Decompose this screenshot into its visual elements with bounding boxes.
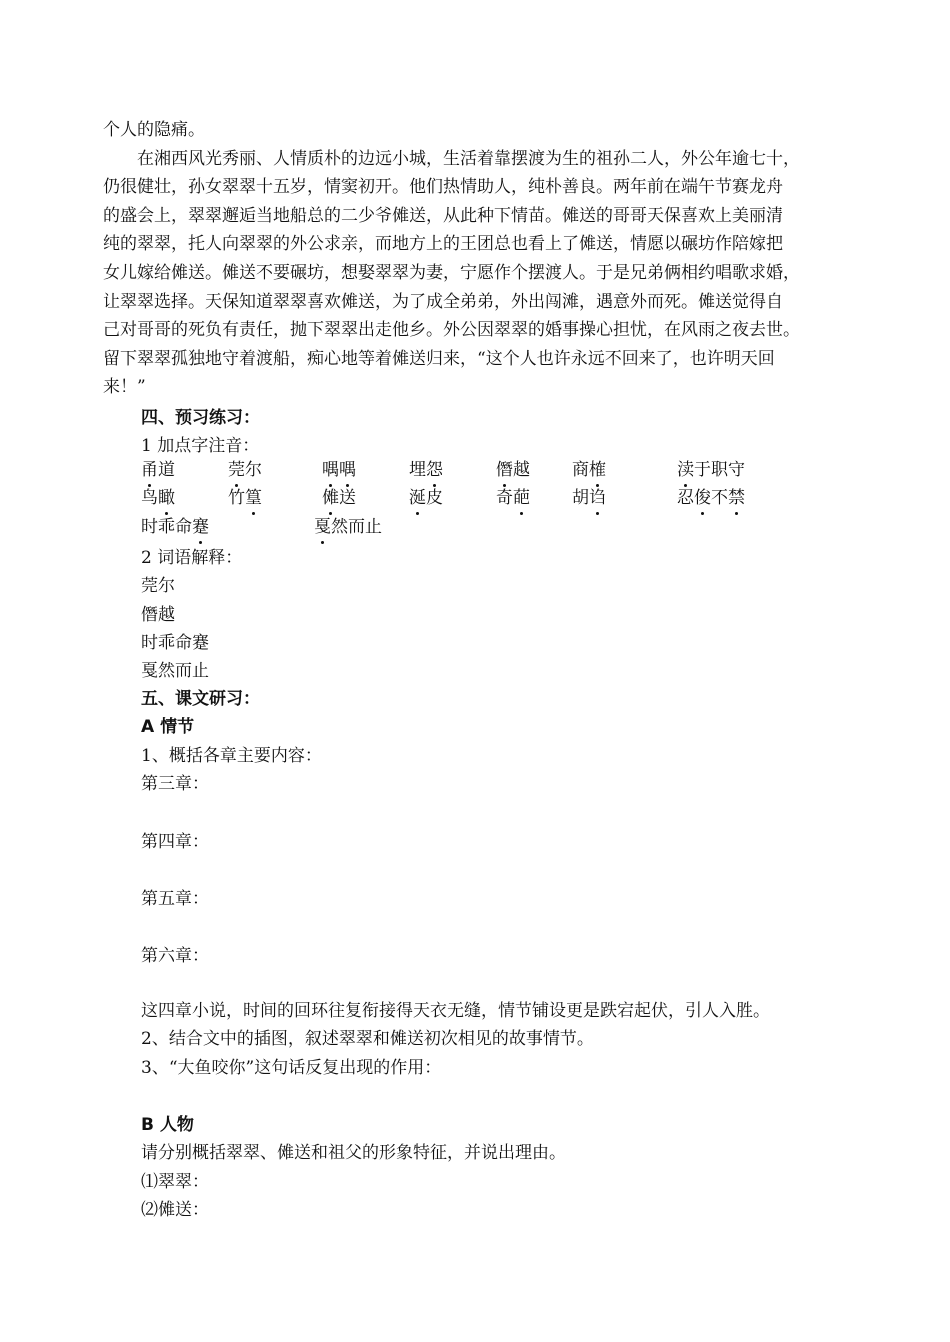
pinyin-word: 涎皮 xyxy=(409,484,443,512)
dotted-char: 喁 xyxy=(339,456,356,484)
part-a-heading: A 情节 xyxy=(141,717,195,737)
chapter-label: 第五章： xyxy=(141,889,209,909)
passage-line: 仍很健壮，孙女翠翠十五岁，情窦初开。他们热情助人，纯朴善良。两年前在端午节赛龙舟 xyxy=(103,177,783,198)
term: 莞尔 xyxy=(141,576,175,596)
part-a-question-3: 3、“大鱼咬你”这句话反复出现的作用： xyxy=(141,1058,442,1078)
dotted-char: 俊 xyxy=(694,484,711,512)
pinyin-word: 竹篁 xyxy=(228,484,262,512)
part-a-question-2: 2、结合文中的插图，叙述翠翠和傩送初次相见的故事情节。 xyxy=(141,1029,594,1049)
part-b-heading: B 人物 xyxy=(141,1115,194,1135)
passage-line: 的盛会上，翠翠邂逅当地船总的二少爷傩送，从此种下情苗。傩送的哥哥天保喜欢上美丽清 xyxy=(103,205,783,226)
dotted-char: 莞 xyxy=(228,456,245,484)
question-1: 1 加点字注音： xyxy=(141,436,260,456)
passage-line: 纯的翠翠，托人向翠翠的外公求亲，而地方上的王团总也看上了傩送，情愿以碾坊作陪嫁把 xyxy=(103,234,783,255)
passage-line: 个人的隐痛。 xyxy=(103,120,205,140)
dotted-char: 瞰 xyxy=(158,484,175,512)
dotted-char: 傩 xyxy=(322,484,339,512)
section5-heading: 五、课文研习： xyxy=(141,689,260,709)
pinyin-word: 奇葩 xyxy=(496,484,530,512)
passage-line: 己对哥哥的死负有责任，抛下翠翠出走他乡。外公因翠翠的婚事操心担忧，在风雨之夜去世。 xyxy=(103,320,800,341)
character-item: ⑵傩送： xyxy=(141,1200,209,1220)
part-a-question-1: 1、概括各章主要内容： xyxy=(141,746,322,766)
question-2: 2 词语解释： xyxy=(141,548,243,568)
pinyin-word: 僭越 xyxy=(496,456,530,484)
pinyin-word: 莞尔 xyxy=(228,456,262,484)
section4-heading: 四、预习练习： xyxy=(141,408,260,428)
passage-line: 留下翠翠孤独地守着渡船，痴心地等着傩送归来，“这个人也许永远不回来了，也许明天回 xyxy=(103,348,775,369)
dotted-char: 诌 xyxy=(589,484,606,512)
dotted-char: 甬 xyxy=(141,456,158,484)
passage xyxy=(103,116,851,402)
part-b-prompt: 请分别概括翠翠、傩送和祖父的形象特征，并说出理由。 xyxy=(141,1143,566,1163)
pinyin-word: 商榷 xyxy=(572,456,606,484)
pinyin-word: 甬道 xyxy=(141,456,175,484)
character-item: ⑴翠翠： xyxy=(141,1172,209,1192)
dotted-char: 怨 xyxy=(426,456,443,484)
pinyin-word: 忍俊不禁 xyxy=(677,484,745,512)
pinyin-word: 时乖命蹇 xyxy=(141,513,209,541)
passage-line: 女儿嫁给傩送。傩送不要碾坊，想娶翠翠为妻，宁愿作个摆渡人。于是兄弟俩相约唱歌求婚， xyxy=(103,262,800,283)
dotted-char: 渎 xyxy=(677,456,694,484)
pinyin-word xyxy=(322,456,356,484)
passage-line: 让翠翠选择。天保知道翠翠喜欢傩送，为了成全弟弟，外出闯滩，遇意外而死。傩送觉得自 xyxy=(103,291,783,312)
dotted-char: 僭 xyxy=(496,456,513,484)
dotted-char: 涎 xyxy=(409,484,426,512)
dotted-char: 榷 xyxy=(589,456,606,484)
pinyin-word: 埋怨 xyxy=(409,456,443,484)
dotted-char: 喁 xyxy=(322,456,339,484)
dotted-char: 蹇 xyxy=(192,513,209,541)
pinyin-word: 傩送 xyxy=(322,484,356,512)
term: 时乖命蹇 xyxy=(141,633,209,653)
pinyin-word: 渎于职守 xyxy=(677,456,745,484)
chapter-label: 第三章： xyxy=(141,774,209,794)
pinyin-word: 鸟瞰 xyxy=(141,484,175,512)
summary-text: 这四章小说，时间的回环往复衔接得天衣无缝，情节铺设更是跌宕起伏，引人入胜。 xyxy=(141,1001,770,1021)
chapter-label: 第六章： xyxy=(141,946,209,966)
term: 僭越 xyxy=(141,605,175,625)
dotted-char: 禁 xyxy=(728,484,745,512)
term: 戛然而止 xyxy=(141,661,209,681)
dotted-char: 葩 xyxy=(513,484,530,512)
pinyin-word: 胡诌 xyxy=(572,484,606,512)
chapter-label: 第四章： xyxy=(141,832,209,852)
dotted-char: 戛 xyxy=(314,513,331,541)
passage-line: 来！” xyxy=(103,377,146,398)
passage-line: 在湘西风光秀丽、人情质朴的边远小城，生活着靠摆渡为生的祖孙二人，外公年逾七十， xyxy=(103,148,800,169)
dotted-char: 篁 xyxy=(245,484,262,512)
pinyin-word: 戛然而止 xyxy=(314,513,382,541)
